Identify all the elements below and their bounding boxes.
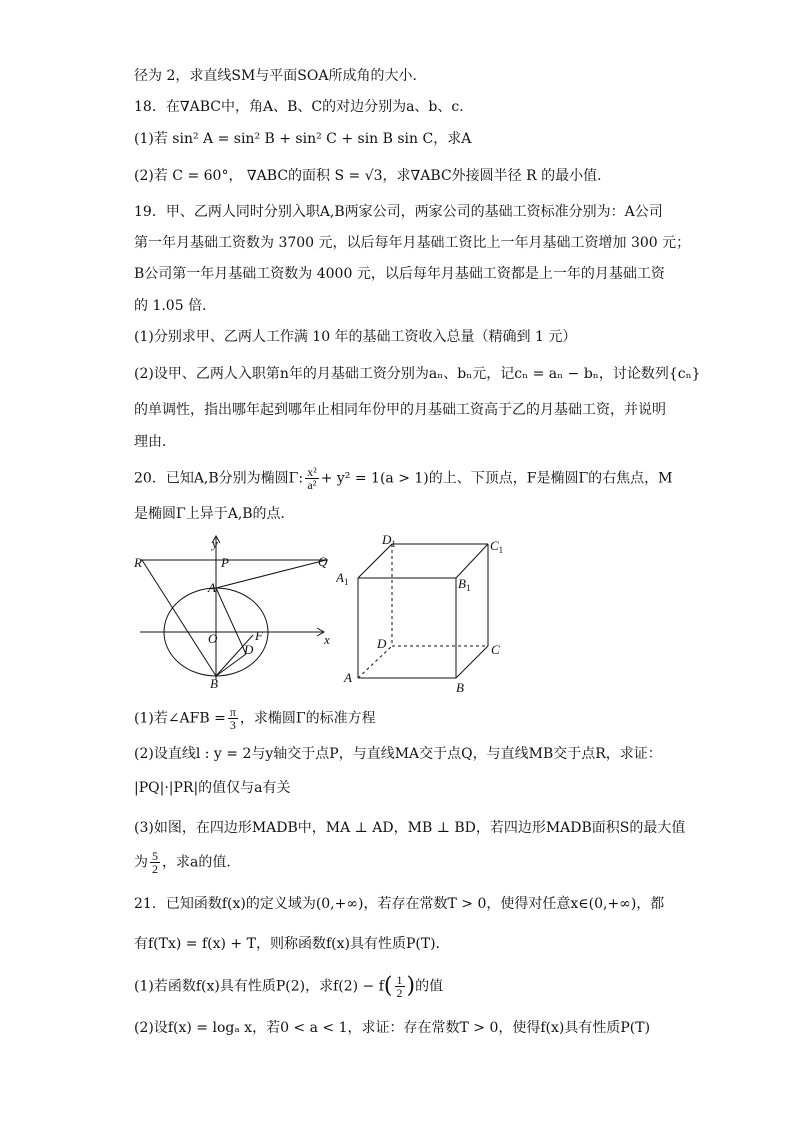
five-halves-fraction <box>150 850 160 875</box>
label-y-axis: y <box>212 536 218 551</box>
problem-19-line-4: 的 1.05 倍． <box>134 298 217 314</box>
problem-20-part-1-b: ，求椭圆Γ的标准方程 <box>239 710 376 727</box>
problem-19-line-3: B公司第一年月基础工资数为 4000 元，以后每年月基础工资都是上一年的月基础工资 <box>134 266 665 282</box>
problem-19-part-1: (1)分别求甲、乙两人工作满 10 年的基础工资收入总量（精确到 1 元） <box>134 329 577 345</box>
pi-over-3-fraction <box>228 706 238 731</box>
text-line-1: 径为 2，求直线SM与平面SOA所成角的大小． <box>134 68 427 84</box>
problem-21-part-1-a: (1)若函数f(x)具有性质P(2)，求f(2) − f <box>134 978 384 995</box>
problem-21-part-2: (2)设f(x) = logₐ x，若0 < a < 1，求证：存在常数T > 0，使得f(x)具有性质P(T) <box>134 1020 651 1036</box>
problem-20-line-2: 是椭圆Γ上异于A,B的点． <box>134 506 295 522</box>
problem-20-part-2: (2)设直线l : y = 2与y轴交于点P，与直线MA交于点Q，与直线MB交于点R，求证： <box>134 746 662 762</box>
one-frac-num: 1 <box>396 973 403 987</box>
problem-20-title-b: + y² = 1(a > 1)的上、下顶点，F是椭圆Γ的右焦点，M <box>320 470 673 487</box>
two-frac-den: 2 <box>396 986 403 1000</box>
label-A-cube: A <box>344 670 352 685</box>
problem-20-title <box>134 466 673 491</box>
problem-21-title: 21．已知函数f(x)的定义域为(0,+∞)，若存在常数T > 0，使得对任意x∈(0,+∞)，都 <box>134 896 665 912</box>
left-paren: ( <box>383 973 393 999</box>
problem-20-part-1 <box>134 706 376 731</box>
label-B1: $B_1$ <box>458 576 471 593</box>
problem-20-part-3-line-2 <box>134 850 240 875</box>
label-C-cube: C <box>491 642 500 657</box>
label-A: A <box>208 580 216 595</box>
problem-21-part-1 <box>134 974 443 999</box>
problem-18-title: 18．在∇ABC中，角A、B、C的对边分别为a、b、c． <box>134 99 474 115</box>
one-half-fraction <box>395 974 405 999</box>
label-D1: $D_1$ <box>382 532 396 549</box>
label-B-cube: B <box>456 680 464 695</box>
ellipse-frac-den: a² <box>307 478 317 492</box>
problem-20-part-2-line-2: |PQ|·|PR|的值仅与a有关 <box>134 780 291 796</box>
five-frac-den: 2 <box>152 862 158 876</box>
ellipse-figure <box>128 530 338 690</box>
label-D: D <box>244 642 254 657</box>
label-R: R <box>134 555 142 570</box>
pi-frac-den: 3 <box>229 718 236 732</box>
problem-21-line-2: 有f(Tx) = f(x) + T，则称函数f(x)具有性质P(T)． <box>134 936 450 952</box>
problem-19-part-2-line-2: 的单调性，指出哪年起到哪年止相同年份甲的月基础工资高于乙的月基础工资，并说明 <box>134 402 666 418</box>
label-O: O <box>208 631 218 646</box>
problem-20-part-1-a: (1)若∠AFB = <box>134 710 226 727</box>
cube-figure <box>336 530 516 695</box>
problem-19-line-2: 第一年月基础工资数为 3700 元，以后每年月基础工资比上一年月基础工资增加 300 元； <box>134 235 691 251</box>
problem-21-part-1-b: 的值 <box>415 978 444 995</box>
problem-19-part-2-line-3: 理由． <box>134 434 176 450</box>
five-frac-num: 5 <box>152 849 158 863</box>
problem-18-part-2: (2)若 C = 60°， ∇ABC的面积 S = √3，求∇ABC外接圆半径 R 的最小值． <box>134 168 612 184</box>
right-paren: ) <box>406 973 416 999</box>
label-Q: Q <box>318 554 328 569</box>
problem-20-part-3-a: 为 <box>134 854 148 871</box>
problem-19-title: 19．甲、乙两人同时分别入职A,B两家公司，两家公司的基础工资标准分别为：A公司 <box>134 204 663 220</box>
label-B: B <box>210 676 218 690</box>
problem-19-part-2: (2)设甲、乙两人入职第n年的月基础工资分别为aₙ、bₙ元，记cₙ = aₙ − bₙ，讨论数列{cₙ} <box>134 366 701 382</box>
label-P: P <box>221 555 229 570</box>
label-A1: $A_1$ <box>336 570 349 587</box>
ellipse-frac-num: x² <box>307 465 317 479</box>
problem-18-part-1: (1)若 sin² A = sin² B + sin² C + sin B sin C，求A <box>134 131 472 147</box>
problem-20-part-3-b: ，求a的值． <box>162 854 241 871</box>
label-F: F <box>255 628 263 643</box>
pi-frac-num: π <box>229 705 236 719</box>
label-C1: $C_1$ <box>490 538 504 555</box>
problem-20-part-3: (3)如图，在四边形MADB中，MA ⊥ AD，MB ⊥ BD，若四边形MADB面积S的最大值 <box>134 820 686 836</box>
problem-20-title-a: 20．已知A,B分别为椭圆Γ: <box>134 470 304 487</box>
label-D-cube: D <box>377 636 387 651</box>
label-x-axis: x <box>324 632 330 647</box>
ellipse-fraction <box>305 466 319 491</box>
